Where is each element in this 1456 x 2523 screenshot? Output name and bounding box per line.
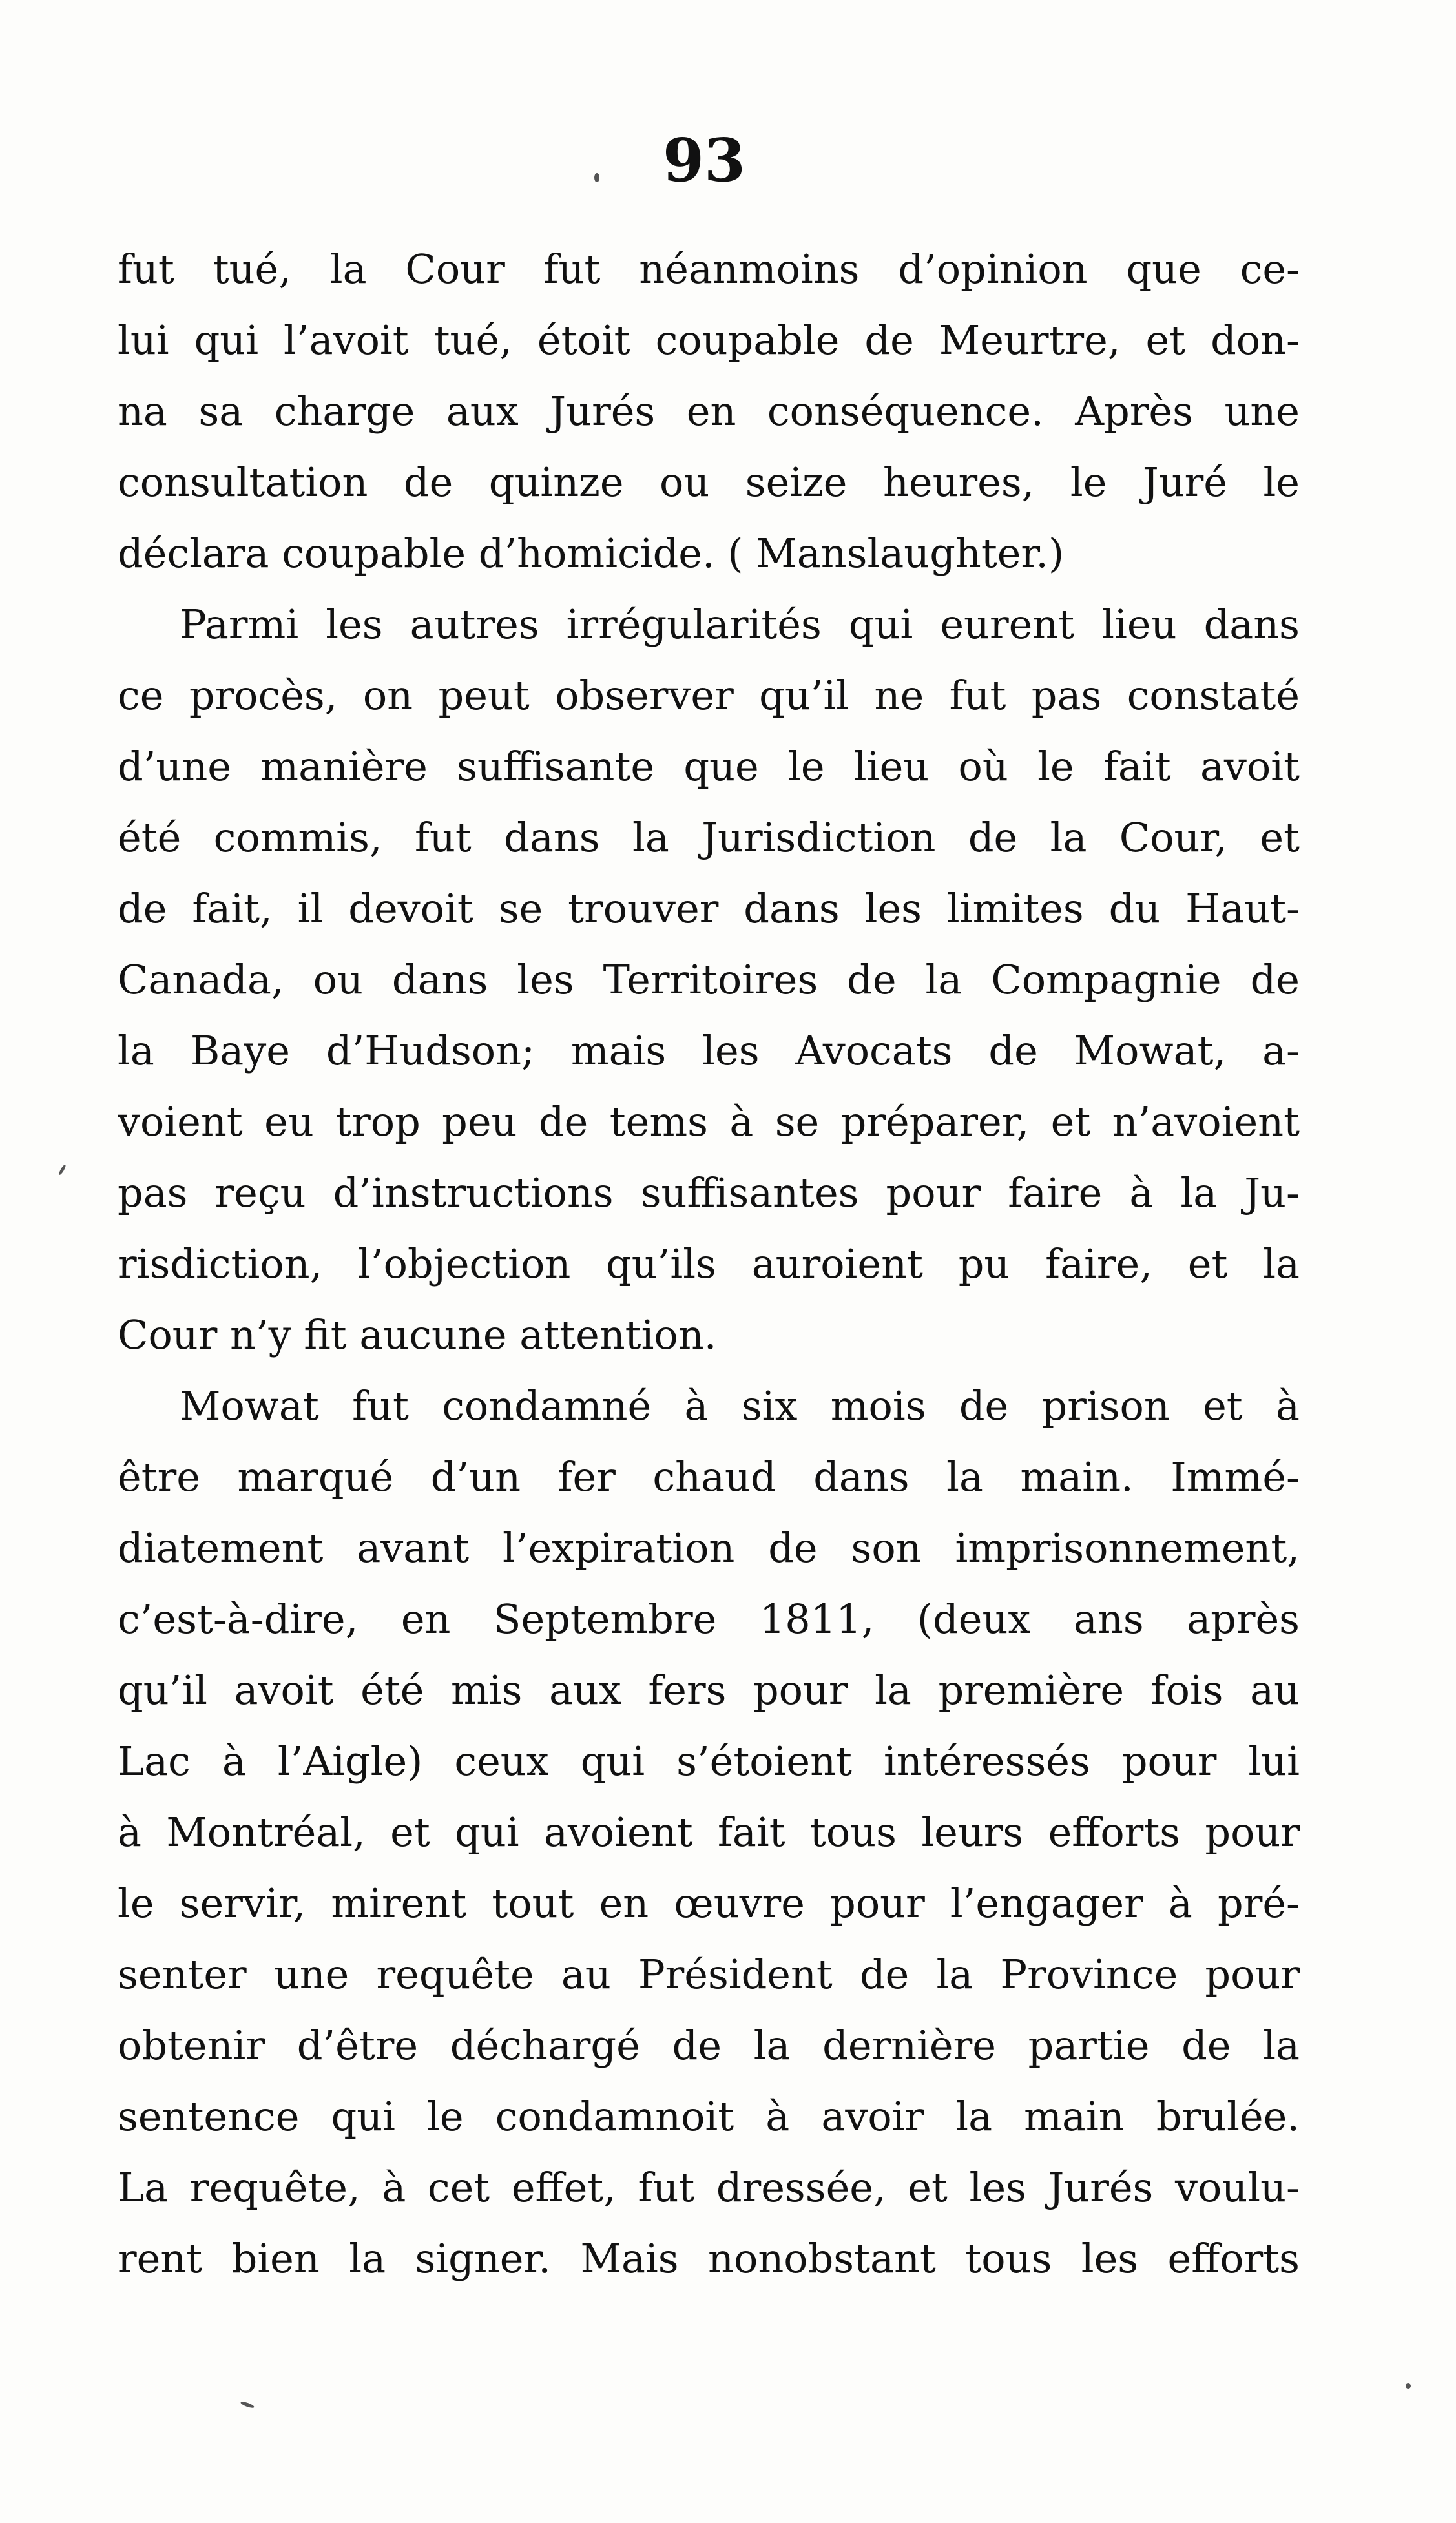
ink-speck [240,2400,255,2409]
text-line: pas reçu d’instructions suffisantes pour faire à la Ju- [118,1169,1300,1216]
text-line: d’une manière suffisante que le lieu où le fait avoit [118,743,1300,790]
paragraph-first-line: Parmi les autres irrégularités qui eurent lieu dans [180,601,1300,648]
text-line: rent bien la signer. Mais nonobstant tous les efforts [118,2235,1300,2282]
text-line: déclara coupable d’homicide. ( Manslaughter.) [118,530,1065,577]
text-line: de fait, il devoit se trouver dans les limites du Haut- [118,885,1300,932]
page-number: 93 [662,125,746,195]
text-line: consultation de quinze ou seize heures, le Juré le [118,459,1300,506]
text-line: c’est-à-dire, en Septembre 1811, (deux ans après [118,1595,1300,1643]
text-line: Lac à l’Aigle) ceux qui s’étoient intéressés pour lui [118,1738,1300,1785]
ink-speck [594,173,599,182]
text-line: sentence qui le condamnoit à avoir la main brulée. [118,2093,1300,2140]
text-line: la Baye d’Hudson; mais les Avocats de Mowat, a- [118,1027,1300,1074]
text-line: na sa charge aux Jurés en conséquence. Après une [118,388,1300,435]
text-line: senter une requête au Président de la Province pour [118,1951,1300,1998]
text-line: à Montréal, et qui avoient fait tous leurs efforts pour [118,1809,1300,1856]
text-line: voient eu trop peu de tems à se préparer, et n’avoient [118,1098,1300,1145]
text-line: le servir, mirent tout en œuvre pour l’engager à pré- [118,1880,1300,1927]
text-line: qu’il avoit été mis aux fers pour la première fois au [118,1666,1300,1714]
text-line: été commis, fut dans la Jurisdiction de la Cour, et [118,814,1300,861]
text-line: La requête, à cet effet, fut dressée, et les Jurés voulu- [118,2164,1300,2211]
text-line: fut tué, la Cour fut néanmoins d’opinion que ce- [118,245,1300,293]
text-line: Canada, ou dans les Territoires de la Compagnie de [118,956,1300,1003]
text-line: lui qui l’avoit tué, étoit coupable de Meurtre, et don- [118,317,1300,364]
ink-speck [1406,2383,1411,2389]
paragraph-first-line: Mowat fut condamné à six mois de prison et à [180,1382,1300,1429]
ink-speck [58,1164,67,1176]
text-line: Cour n’y fit aucune attention. [118,1311,717,1358]
text-line: obtenir d’être déchargé de la dernière partie de la [118,2022,1300,2069]
text-line: diatement avant l’expiration de son imprisonnement, [118,1524,1300,1572]
text-line: ce procès, on peut observer qu’il ne fut pas constaté [118,672,1300,719]
text-line: risdiction, l’objection qu’ils auroient pu faire, et la [118,1240,1300,1287]
text-line: être marqué d’un fer chaud dans la main. Immé- [118,1453,1300,1500]
